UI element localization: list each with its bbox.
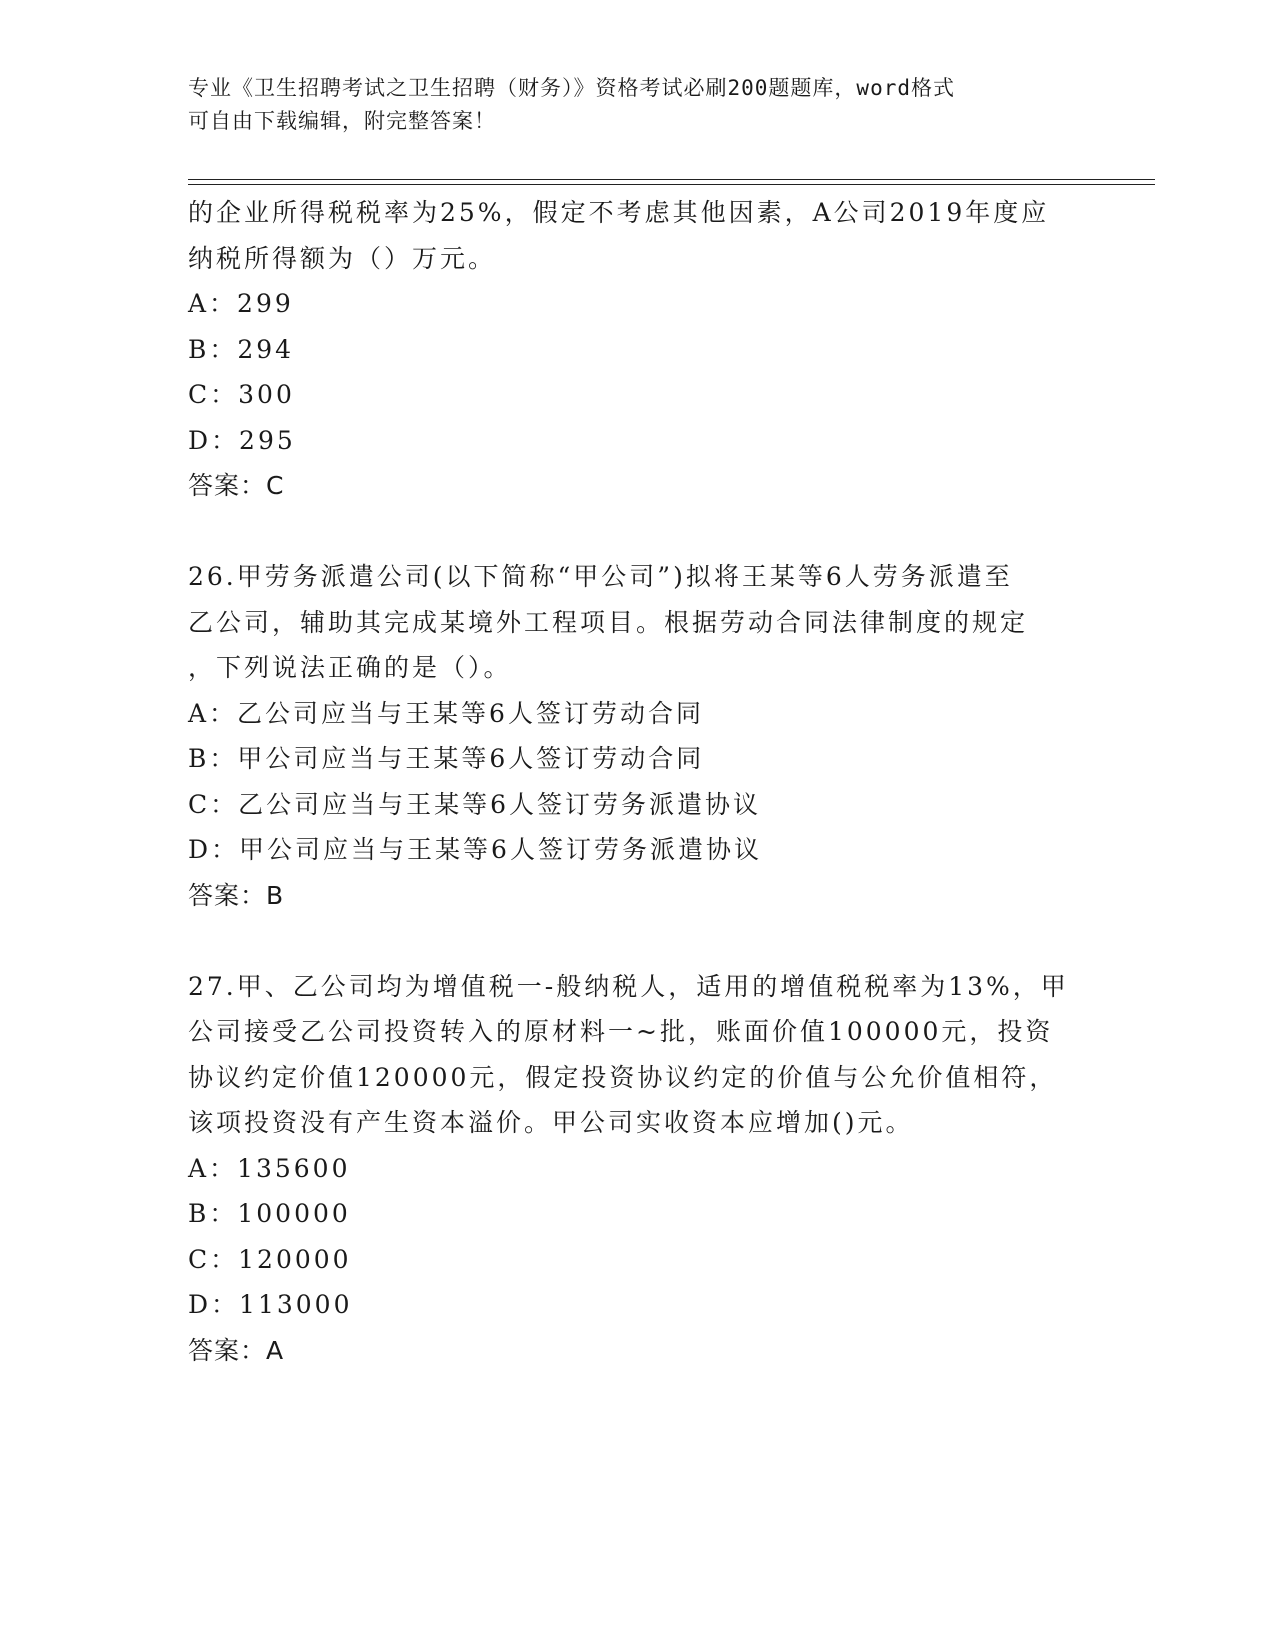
option-c: C：300 [188,380,295,409]
question-stem-line: 纳税所得额为（）万元。 [188,243,497,273]
option-c: C：120000 [188,1244,352,1274]
question-stem-line: 公司接受乙公司投资转入的原材料一~批，账面价值100000元，投资 [188,1017,1054,1046]
question-stem-line: 的企业所得税税率为25%，假定不考虑其他因素，A公司2019年度应 [188,198,1050,227]
question-spacer [188,918,1088,964]
option-d: D：295 [188,425,296,455]
answer-line: 答案：C [188,471,285,500]
header-rule-top [188,179,1155,180]
option-a: A：乙公司应当与王某等6人签订劳动合同 [188,698,704,728]
option-b: B：甲公司应当与王某等6人签订劳动合同 [188,744,705,773]
question-27 [188,964,1088,1374]
option-b: B：100000 [188,1199,351,1228]
header-subtitle-line: 可自由下载编辑，附完整答案！ [188,109,496,133]
question-spacer [188,509,1088,555]
question-stem-line: 该项投资没有产生资本溢价。甲公司实收资本应增加()元。 [188,1108,914,1137]
document-header [188,72,1068,138]
question-stem-line: 26.甲劳务派遣公司(以下简称“甲公司”)拟将王某等6人劳务派遣至 [188,562,1013,591]
question-stem-line: 乙公司，辅助其完成某境外工程项目。根据劳动合同法律制度的规定 [188,607,1029,637]
option-b: B：294 [188,334,295,364]
option-d: D：113000 [188,1290,353,1319]
header-rule-bottom [188,184,1155,185]
question-25 [188,190,1088,509]
option-d: D：甲公司应当与王某等6人签订劳务派遣协议 [188,835,762,864]
answer-line: 答案：B [188,880,285,910]
answer-line: 答案：A [188,1335,285,1365]
option-a: A：135600 [188,1153,351,1183]
question-stem-line: 协议约定价值120000元，假定投资协议约定的价值与公允价值相符， [188,1062,1058,1092]
option-c: C：乙公司应当与王某等6人签订劳务派遣协议 [188,789,762,819]
option-a: A：299 [188,289,294,318]
question-stem-line: 27.甲、乙公司均为增值税一-般纳税人，适用的增值税税率为13%，甲 [188,971,1069,1001]
question-26 [188,554,1088,918]
question-content [188,190,1088,1373]
question-stem-line: ，下列说法正确的是（）。 [188,653,512,682]
header-title-line: 专业《卫生招聘考试之卫生招聘（财务）》资格考试必刷200题题库，word格式 [188,76,955,100]
